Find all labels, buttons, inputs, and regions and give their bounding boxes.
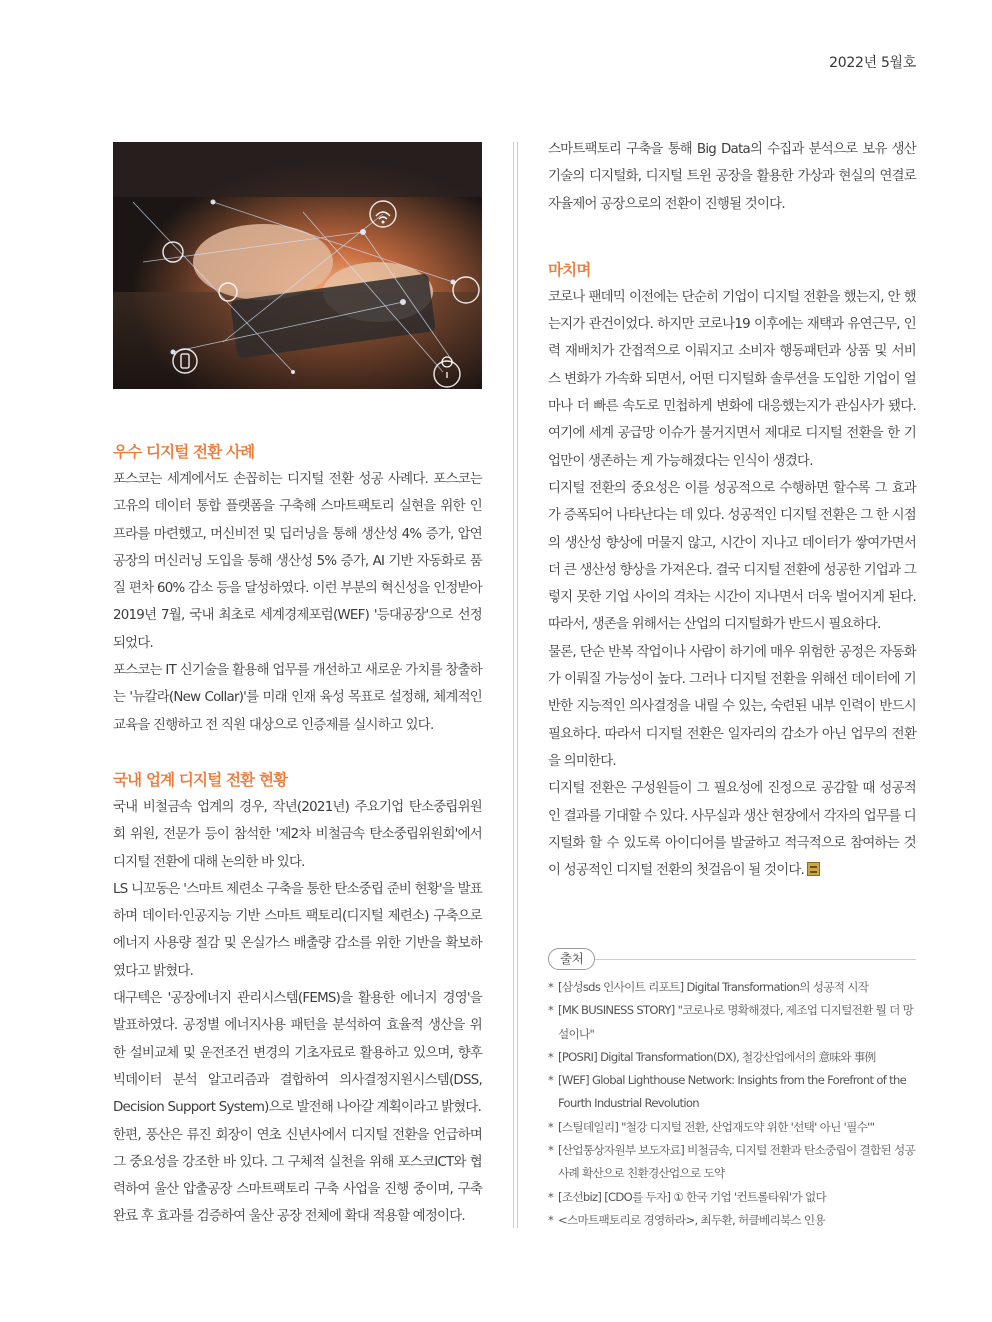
section-heading-domestic-status: 국내 업계 디지털 전환 현황 <box>113 770 288 789</box>
hero-image <box>113 142 482 389</box>
paragraph: 국내 비철금속 업계의 경우, 작년(2021년) 주요기업 탄소중립위원회 위원, 전문가 등이 참석한 '제2차 비철금속 탄소중립위원회'에서 디지털 전환에 대해 논의한 바 있다. <box>113 799 482 870</box>
paragraph: 디지털 전환의 중요성은 이를 성공적으로 수행하면 할수록 그 효과가 증폭되어 나타난다는 데 있다. 성공적인 디지털 전환은 그 한 시점의 생산성 향상에 머물지 않고, 시간이 지나고 데이터가 쌓여가면서 더 큰 생산성 향상을 가져온다. 결국 디지털 전환에 성공한 기업과 그렇지 못한 기업 사이의 격차는 시간이 지나면서 더욱 벌어지게 된다. 따라서, 생존을 위해서는 산업의 디지털화가 반드시 필요하다. <box>548 480 916 633</box>
paragraph-intro: 스마트팩토리 구축을 통해 Big Data의 수집과 분석으로 보유 생산기술의 디지털화, 디지털 트윈 공장을 활용한 가상과 현실의 연결로 자율제어 공장으로의 전환이 진행될 것이다. <box>548 142 916 212</box>
paragraph: 포스코는 세계에서도 손꼽히는 디지털 전환 성공 사례다. 포스코는 고유의 데이터 통합 플랫폼을 구축해 스마트팩토리 실현을 위한 인프라를 마련했고, 머신비전 및 딥러닝을 통해 생산성 4% 증가, 압연공장의 머신러닝 도입을 통해 생산성 5% 증가, AI 기반 자동화로 품질 편차 60% 감소 등을 달성하였다. 이런 부분의 혁신성을 인정받아 2019년 7월, 국내 최초로 세계경제포럼(WEF) '등대공장'으로 선정되었다. <box>113 472 482 651</box>
column-divider <box>513 142 518 1228</box>
source-item: * [WEF] Global Lighthouse Network: Insights from the Forefront of the Fourth Industrial Revolution <box>548 1069 916 1116</box>
source-item: * <스마트팩토리로 경영하라>, 최두환, 허클베리북스 인용 <box>548 1209 916 1232</box>
paragraph-final-text: 디지털 전환은 구성원들이 그 필요성에 진정으로 공감할 때 성공적인 결과를 기대할 수 있다. 사무실과 생산 현장에서 각자의 업무를 디지털화 할 수 있도록 아이디어를 발굴하고 적극적으로 참여하는 것이 성공적인 디지털 전환의 첫걸음이 될 것이다. <box>548 781 916 879</box>
paragraph: 코로나 팬데믹 이전에는 단순히 기업이 디지털 전환을 했는지, 안 했는지가 관건이었다. 하지만 코로나19 이후에는 재택과 유연근무, 인력 재배치가 간접적으로 이뤄지고 소비자 행동패턴과 상품 및 서비스 변화가 가속화 되면서, 어떤 디지털화 솔루션을 도입한 기업이 얼마나 더 빠른 속도로 민첩하게 변화에 대응했는지가 관심사가 됐다. 여기에 세계 공급망 이슈가 불거지면서 제대로 디지털 전환을 한 기업만이 생존하는 게 가능해졌다는 인식이 생겼다. <box>548 289 916 469</box>
paragraph: 대구텍은 '공장에너지 관리시스템(FEMS)을 활용한 에너지 경영'을 발표하였다. 공정별 에너지사용 패턴을 분석하여 효율적 생산을 위한 설비교체 및 운전조건 변경의 기초자료로 활용하고 있으며, 향후 빅데이터 분석 알고리즘과 결합하여 의사결정지원시스템(DSS, Decision Support System)으로 발전해 나아갈 계획이라고 밝혔다. <box>113 991 482 1116</box>
source-item: * [산업통상자원부 보도자료] 비철금속, 디지털 전환과 탄소중립이 결합된 성공사례 확산으로 친환경산업으로 도약 <box>548 1139 916 1186</box>
right-column <box>548 136 916 884</box>
source-item: * [조선biz] [CDO를 두자] ① 한국 기업 '컨트롤타워'가 없다 <box>548 1186 916 1209</box>
section-heading-best-practices: 우수 디지털 전환 사례 <box>113 443 255 461</box>
end-mark-icon <box>807 862 820 876</box>
paragraph: 물론, 단순 반복 작업이나 사람이 하기에 매우 위험한 공정은 자동화가 이뤄질 가능성이 높다. 그러나 디지털 전환을 위해선 데이터에 기반한 지능적인 의사결정을 내릴 수 있는, 숙련된 내부 인력이 반드시 필요하다. 따라서 디지털 전환은 일자리의 감소가 아닌 업무의 전환을 의미한다. <box>548 644 916 769</box>
source-item: * [스틸데일리] "철강 디지털 전환, 산업재도약 위한 '선택' 아닌 '필수'" <box>548 1116 916 1139</box>
paragraph-final <box>548 775 916 884</box>
sources-box <box>548 948 916 1232</box>
sources-divider <box>548 959 916 960</box>
source-item: * [MK BUSINESS STORY] "코로나로 명확해졌다, 제조업 디지털전환 뭘 더 망설이나" <box>548 999 916 1046</box>
sources-list <box>548 976 916 1232</box>
section-heading-conclusion: 마치며 <box>548 260 591 279</box>
source-item: * [삼성sds 인사이트 리포트] Digital Transformation의 성공적 시작 <box>548 976 916 999</box>
paragraph: LS 니꼬동은 '스마트 제련소 구축을 통한 탄소중립 준비 현황'을 발표하며 데이터·인공지능 기반 스마트 팩토리(디지털 제련소) 구축으로 에너지 사용량 절감 및 온실가스 배출량 감소를 위한 기반을 확보하였다고 밝혔다. <box>113 881 482 979</box>
hands-typing-network-illustration <box>113 142 482 389</box>
issue-date: 2022년 5월호 <box>829 55 916 71</box>
paragraph: 한편, 풍산은 류진 회장이 연초 신년사에서 디지털 전환을 언급하며 그 중요성을 강조한 바 있다. 그 구체적 실천을 위해 포스코ICT와 협력하여 울산 압출공장 스마트팩토리 구축 사업을 진행 중이며, 구축 완료 후 효과를 검증하여 울산 공장 전체에 확대 적용할 예정이다. <box>113 1127 482 1225</box>
paragraph: 포스코는 IT 신기술을 활용해 업무를 개선하고 새로운 가치를 창출하는 '뉴칼라(New Collar)'를 미래 인재 육성 목표로 설정해, 체계적인 교육을 진행하고 전 직원 대상으로 인증제를 실시하고 있다. <box>113 663 482 733</box>
left-column <box>113 438 482 1231</box>
source-item: * [POSRI] Digital Transformation(DX), 철강산업에서의 意味와 事例 <box>548 1046 916 1069</box>
sources-label: 출처 <box>548 948 595 970</box>
